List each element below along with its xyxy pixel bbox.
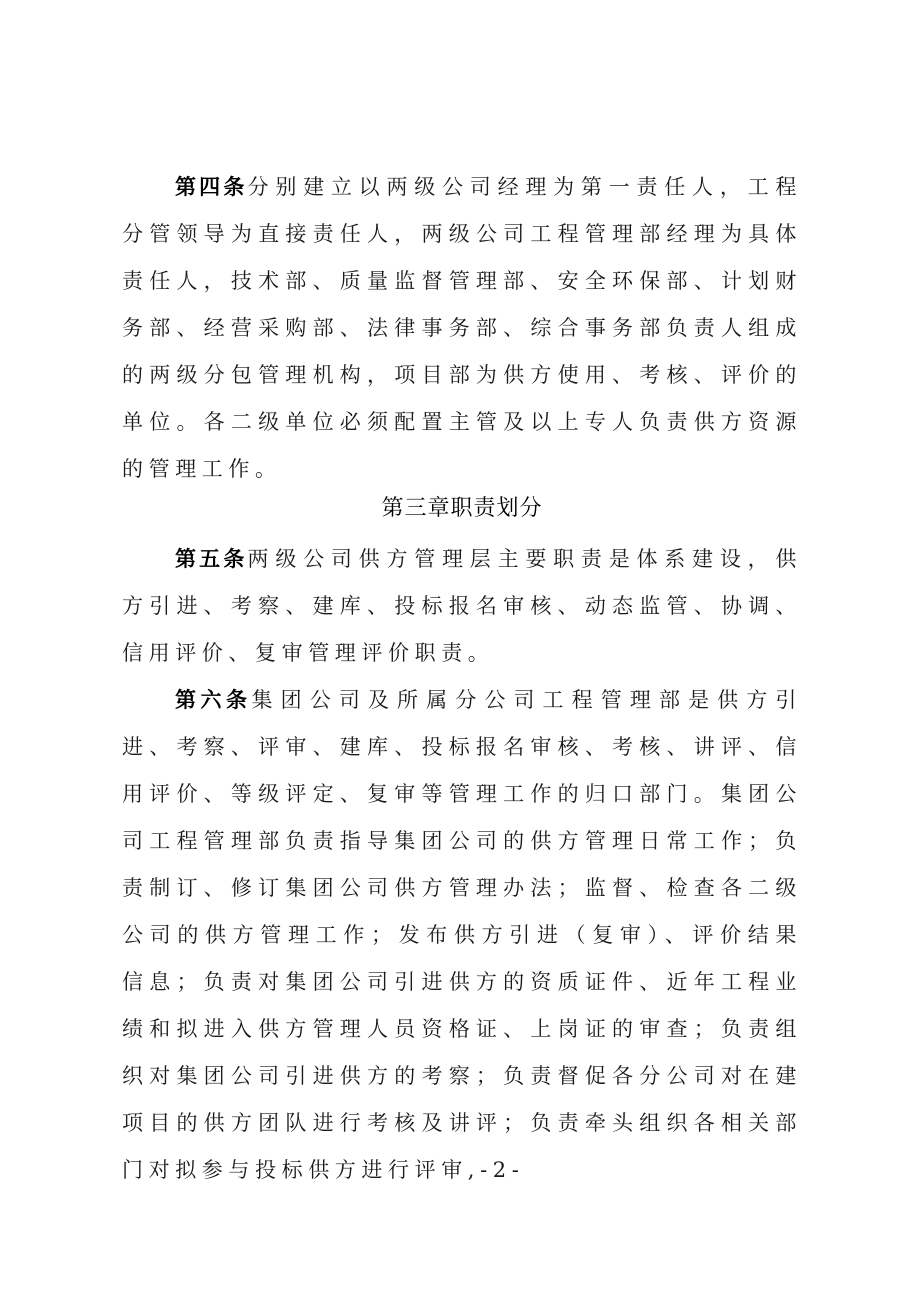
article-4-text: 分别建立以两级公司经理为第一责任人，工程分管领导为直接责任人，两级公司工程管理部经理为具体责任人，技术部、质量监督管理部、安全环保部、计划财务部、经营采购部、法律事务部、综合事务部负责人组成的两级分包管理机构，项目部为供方使用、考核、评价的单位。各二级单位必须配置主管及以上专人负责供方资源的管理工作。 bbox=[122, 175, 802, 481]
articles-5-6-block bbox=[122, 536, 802, 1194]
article-4-label: 第四条 bbox=[175, 175, 248, 199]
article-5-text: 两级公司供方管理层主要职责是体系建设，供方引进、考察、建库、投标报名审核、动态监管、协调、信用评价、复审管理评价职责。 bbox=[122, 547, 802, 665]
article-4-paragraph bbox=[122, 164, 802, 493]
article-4-block bbox=[122, 164, 802, 493]
article-5-label: 第五条 bbox=[175, 547, 248, 571]
article-5-paragraph bbox=[122, 536, 802, 677]
article-6-text: 集团公司及所属分公司工程管理部是供方引进、考察、评审、建库、投标报名审核、考核、讲评、信用评价、等级评定、复审等管理工作的归口部门。集团公司工程管理部负责指导集团公司的供方管理日常工作；负责制订、修订集团公司供方管理办法；监督、检查各二级公司的供方管理工作；发布供方引进（复审）、评价结果信息；负责对集团公司引进供方的资质证件、近年工程业绩和拟进入供方管理人员资格证、上岗证的审查；负责组织对集团公司引进供方的考察；负责督促各分公司对在建项目的供方团队进行考核及讲评；负责牵头组织各相关部门对拟参与投标供方进行评审,-2- bbox=[122, 688, 802, 1182]
chapter-3-title: 第三章职责划分 bbox=[381, 496, 543, 521]
article-6-label: 第六条 bbox=[175, 688, 252, 712]
article-6-paragraph bbox=[122, 677, 802, 1194]
